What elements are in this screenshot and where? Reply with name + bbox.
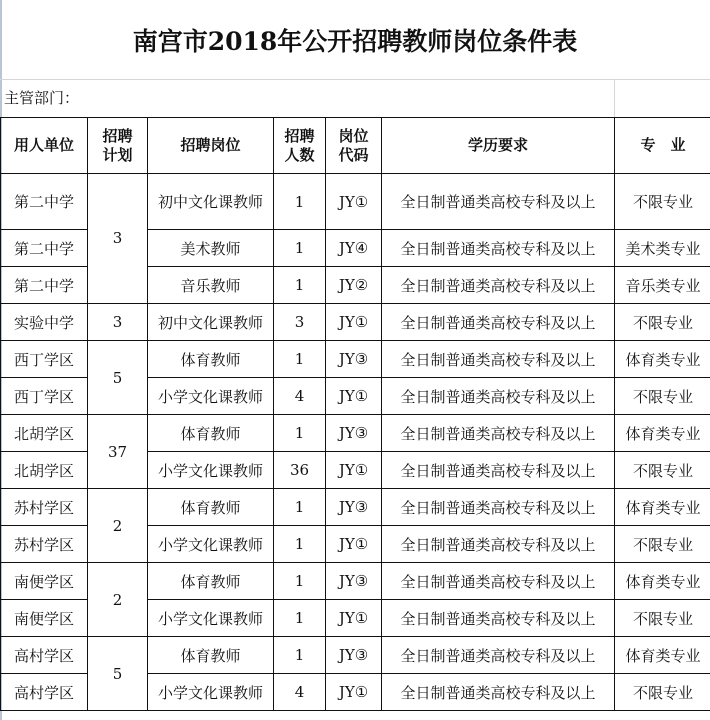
cell-count: 1: [274, 489, 326, 526]
cell-position: 音乐教师: [148, 267, 274, 304]
cell-unit: 第二中学: [1, 230, 88, 267]
cell-unit: 西丁学区: [1, 341, 88, 378]
header-count-line1: 招聘: [284, 126, 315, 145]
table-row: [1, 637, 710, 674]
cell-major: 体育类专业: [615, 637, 710, 674]
cell-position: 初中文化课教师: [148, 304, 274, 341]
cell-count: 1: [274, 563, 326, 600]
cell-major: 音乐类专业: [615, 267, 710, 304]
cell-education: 全日制普通类高校专科及以上: [382, 304, 615, 341]
cell-education: 全日制普通类高校专科及以上: [382, 563, 615, 600]
header-count: [274, 118, 326, 174]
cell-major: 不限专业: [615, 600, 710, 637]
cell-plan: [88, 174, 148, 304]
cell-position: 体育教师: [148, 415, 274, 452]
cell-count: 1: [274, 637, 326, 674]
cell-count: 4: [274, 378, 326, 415]
table-row: [1, 563, 710, 600]
header-unit: 用人单位: [1, 118, 88, 174]
cell-plan: 5: [88, 637, 148, 711]
cell-unit: 高村学区: [1, 674, 88, 711]
header-code-line2: 代码: [338, 145, 369, 164]
cell-code: JY①: [326, 600, 382, 637]
cell-education: 全日制普通类高校专科及以上: [382, 600, 615, 637]
cell-count: 1: [274, 600, 326, 637]
cell-unit: 南便学区: [1, 600, 88, 637]
cell-count: 4: [274, 674, 326, 711]
cell-education: 全日制普通类高校专科及以上: [382, 452, 615, 489]
cell-plan: 5: [88, 341, 148, 415]
table-row: [1, 174, 710, 230]
table-row: [1, 415, 710, 452]
cell-education: 全日制普通类高校专科及以上: [382, 489, 615, 526]
department-label: 主管部门：: [4, 89, 80, 107]
cell-plan: 37: [88, 415, 148, 489]
cell-unit: 实验中学: [1, 304, 88, 341]
header-count-line2: 人数: [284, 145, 315, 164]
cell-plan: 2: [88, 563, 148, 637]
cell-count: 1: [274, 341, 326, 378]
cell-education: 全日制普通类高校专科及以上: [382, 674, 615, 711]
cell-count: 1: [274, 174, 326, 230]
cell-major: 不限专业: [615, 174, 710, 230]
cell-code: JY①: [326, 174, 382, 230]
cell-code: JY③: [326, 563, 382, 600]
cell-unit: 苏村学区: [1, 489, 88, 526]
cell-education: 全日制普通类高校专科及以上: [382, 230, 615, 267]
header-code-line1: 岗位: [338, 126, 369, 145]
cell-education: 全日制普通类高校专科及以上: [382, 267, 615, 304]
cell-unit: 西丁学区: [1, 378, 88, 415]
cell-unit: 第二中学: [1, 174, 88, 230]
header-plan-line1: 招聘: [102, 126, 133, 145]
cell-position: 小学文化课教师: [148, 452, 274, 489]
cell-major: 不限专业: [615, 674, 710, 711]
cell-code: JY①: [326, 378, 382, 415]
cell-major: 不限专业: [615, 378, 710, 415]
cell-education: 全日制普通类高校专科及以上: [382, 637, 615, 674]
cell-unit: 高村学区: [1, 637, 88, 674]
cell-education: 全日制普通类高校专科及以上: [382, 174, 615, 230]
header-plan: [88, 118, 148, 174]
cell-count: 1: [274, 526, 326, 563]
cell-position: 初中文化课教师: [148, 174, 274, 230]
cell-position: 小学文化课教师: [148, 600, 274, 637]
table-row: [1, 341, 710, 378]
cell-major: 体育类专业: [615, 415, 710, 452]
cell-major: 体育类专业: [615, 563, 710, 600]
cell-count: 1: [274, 230, 326, 267]
cell-code: JY②: [326, 267, 382, 304]
cell-code: JY①: [326, 452, 382, 489]
cell-code: JY④: [326, 230, 382, 267]
cell-code: JY①: [326, 304, 382, 341]
cell-position: 小学文化课教师: [148, 526, 274, 563]
table-row: [1, 304, 710, 341]
cell-divider: [614, 80, 615, 117]
cell-education: 全日制普通类高校专科及以上: [382, 341, 615, 378]
cell-unit: 北胡学区: [1, 415, 88, 452]
cell-position: 美术教师: [148, 230, 274, 267]
cell-major: 体育类专业: [615, 489, 710, 526]
cell-count: 3: [274, 304, 326, 341]
cell-position: 小学文化课教师: [148, 674, 274, 711]
cell-major: 体育类专业: [615, 341, 710, 378]
cell-position: 体育教师: [148, 637, 274, 674]
department-row: [0, 79, 710, 117]
plan-value: 3: [112, 229, 123, 247]
cell-major: 不限专业: [615, 526, 710, 563]
positions-table: [0, 117, 710, 711]
cell-position: 体育教师: [148, 489, 274, 526]
cell-code: JY①: [326, 526, 382, 563]
cell-unit: 第二中学: [1, 267, 88, 304]
cell-unit: 苏村学区: [1, 526, 88, 563]
cell-unit: 南便学区: [1, 563, 88, 600]
cell-education: 全日制普通类高校专科及以上: [382, 526, 615, 563]
cell-position: 体育教师: [148, 563, 274, 600]
cell-count: 36: [274, 452, 326, 489]
header-code: [326, 118, 382, 174]
cell-plan: 3: [88, 304, 148, 341]
cell-major: 不限专业: [615, 452, 710, 489]
cell-position: 体育教师: [148, 341, 274, 378]
cell-major: 不限专业: [615, 304, 710, 341]
cell-count: 1: [274, 267, 326, 304]
header-row: [1, 118, 710, 174]
table-row: [1, 489, 710, 526]
cell-education: 全日制普通类高校专科及以上: [382, 415, 615, 452]
header-plan-line2: 计划: [102, 145, 133, 164]
cell-major: 美术类专业: [615, 230, 710, 267]
cell-count: 1: [274, 415, 326, 452]
cell-code: JY③: [326, 415, 382, 452]
cell-code: JY①: [326, 674, 382, 711]
cell-unit: 北胡学区: [1, 452, 88, 489]
header-education: 学历要求: [382, 118, 615, 174]
cell-education: 全日制普通类高校专科及以上: [382, 378, 615, 415]
cell-position: 小学文化课教师: [148, 378, 274, 415]
cell-code: JY③: [326, 637, 382, 674]
header-major: 专 业: [615, 118, 710, 174]
header-position: 招聘岗位: [148, 118, 274, 174]
cell-code: JY③: [326, 341, 382, 378]
cell-code: JY③: [326, 489, 382, 526]
cell-plan: 2: [88, 489, 148, 563]
page-title: 南宫市2018年公开招聘教师岗位条件表: [132, 26, 578, 56]
